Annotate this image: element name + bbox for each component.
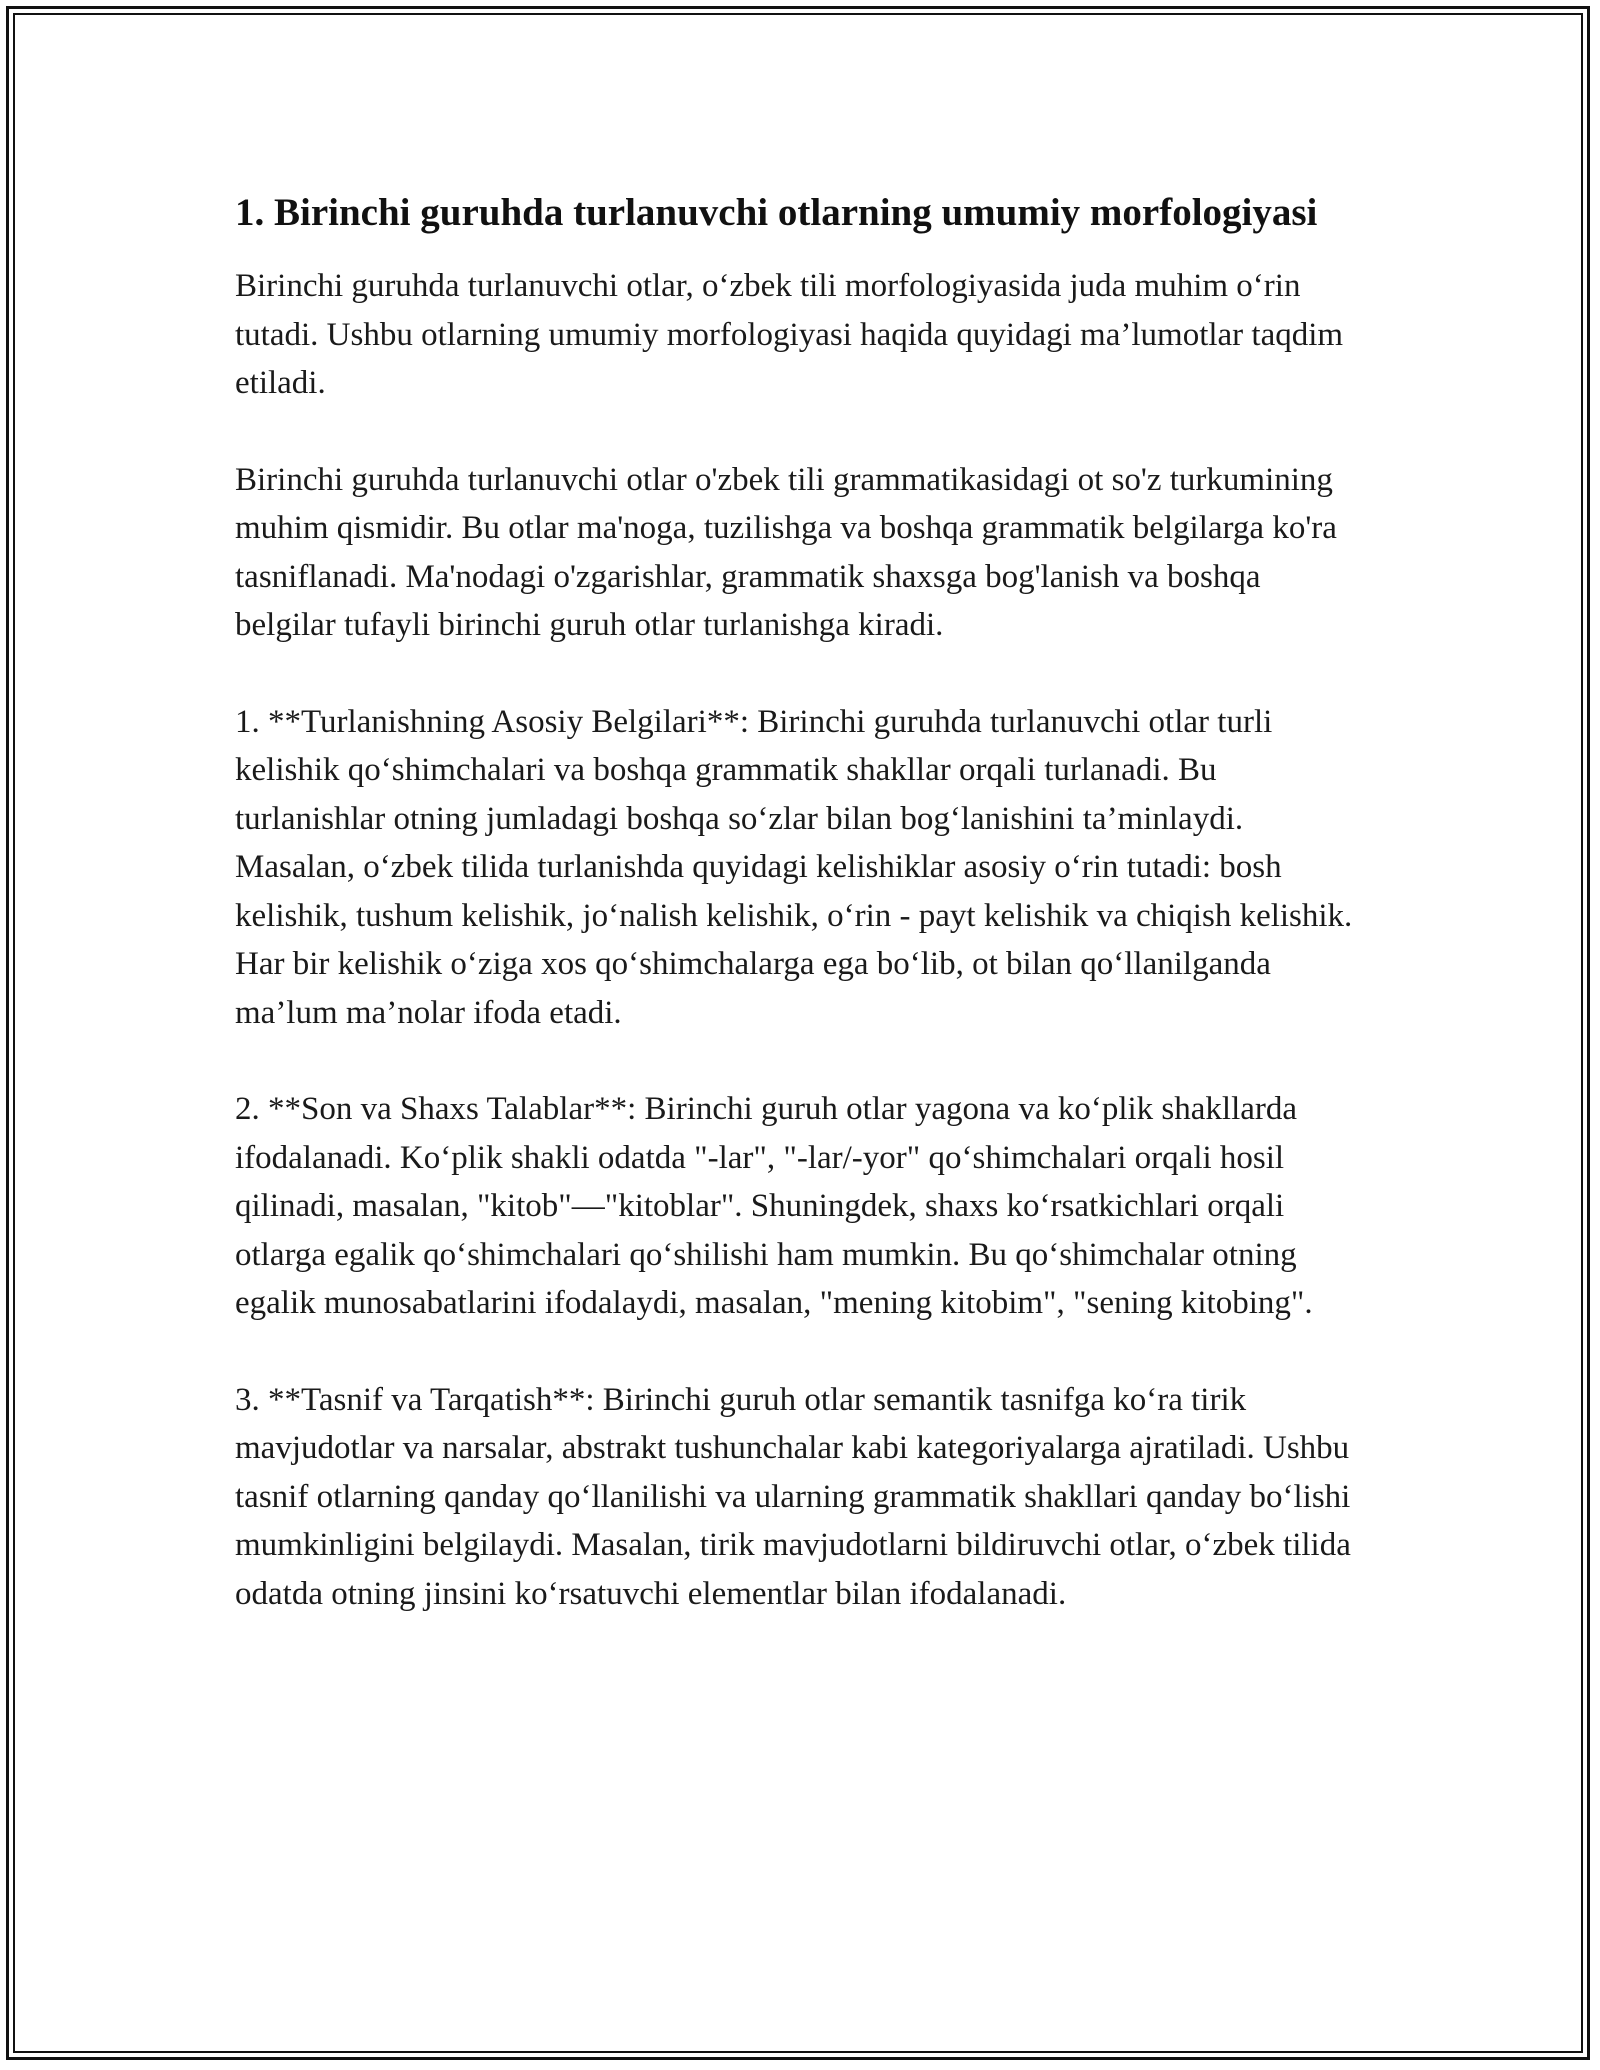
paragraph-intro: Birinchi guruhda turlanuvchi otlar, o‘zbek tili morfologiyasida juda muhim o‘rin tutadi. Ushbu otlarning umumiy morfologiyasi haqida quyidagi ma’lumotlar taqdim etiladi. (235, 268, 1344, 401)
document-body (235, 186, 1365, 1666)
paragraph-point-1: 1. **Turlanishning Asosiy Belgilari**: Birinchi guruhda turlanuvchi otlar turli kelishik qo‘shimchalari va boshqa grammatik shakllar orqali turlanadi. Bu turlanishlar otning jumladagi boshqa so‘zlar bilan bog‘lanishini ta’minlaydi. Masalan, o‘zbek tilida turlanishda quyidagi kelishiklar asosiy o‘rin tutadi: bosh kelishik, tushum kelishik, jo‘nalish kelishik, o‘rin - payt kelishik va chiqish kelishik. Har bir kelishik o‘ziga xos qo‘shimchalarga ega bo‘lib, ot bilan qo‘llanilganda ma’lum ma’nolar ifoda etadi. (235, 703, 1353, 1031)
paragraph-overview: Birinchi guruhda turlanuvchi otlar o'zbek tili grammatikasidagi ot so'z turkumining muhim qismidir. Bu otlar ma'noga, tuzilishga va boshqa grammatik belgilarga ko'ra tasniflanadi. Ma'nodagi o'zgarishlar, grammatik shaxsga bog'lanish va boshqa belgilar tufayli birinchi guruh otlar turlanishga kiradi. (235, 461, 1337, 643)
paragraph-point-3: 3. **Tasnif va Tarqatish**: Birinchi guruh otlar semantik tasnifga ko‘ra tirik mavjudotlar va narsalar, abstrakt tushunchalar kabi kategoriyalarga ajratiladi. Ushbu tasnif otlarning qanday qo‘llanilishi va ularning grammatik shakllari qanday bo‘lishi mumkinligini belgilaydi. Masalan, tirik mavjudotlarni bildiruvchi otlar, o‘zbek tilida odatda otning jinsini ko‘rsatuvchi elementlar bilan ifodalanadi. (235, 1381, 1351, 1612)
paragraph-point-2: 2. **Son va Shaxs Talablar**: Birinchi guruh otlar yagona va ko‘plik shakllarda ifodalanadi. Ko‘plik shakli odatda "-lar", "-lar/-yor" qo‘shimchalari orqali hosil qilinadi, masalan, "kitob"—"kitoblar". Shuningdek, shaxs ko‘rsatkichlari orqali otlarga egalik qo‘shimchalari qo‘shilishi ham mumkin. Bu qo‘shimchalar otning egalik munosabatlarini ifodalaydi, masalan, "mening kitobim", "sening kitobing". (235, 1091, 1313, 1321)
section-heading: 1. Birinchi guruhda turlanuvchi otlarning umumiy morfologiyasi (235, 191, 1318, 234)
